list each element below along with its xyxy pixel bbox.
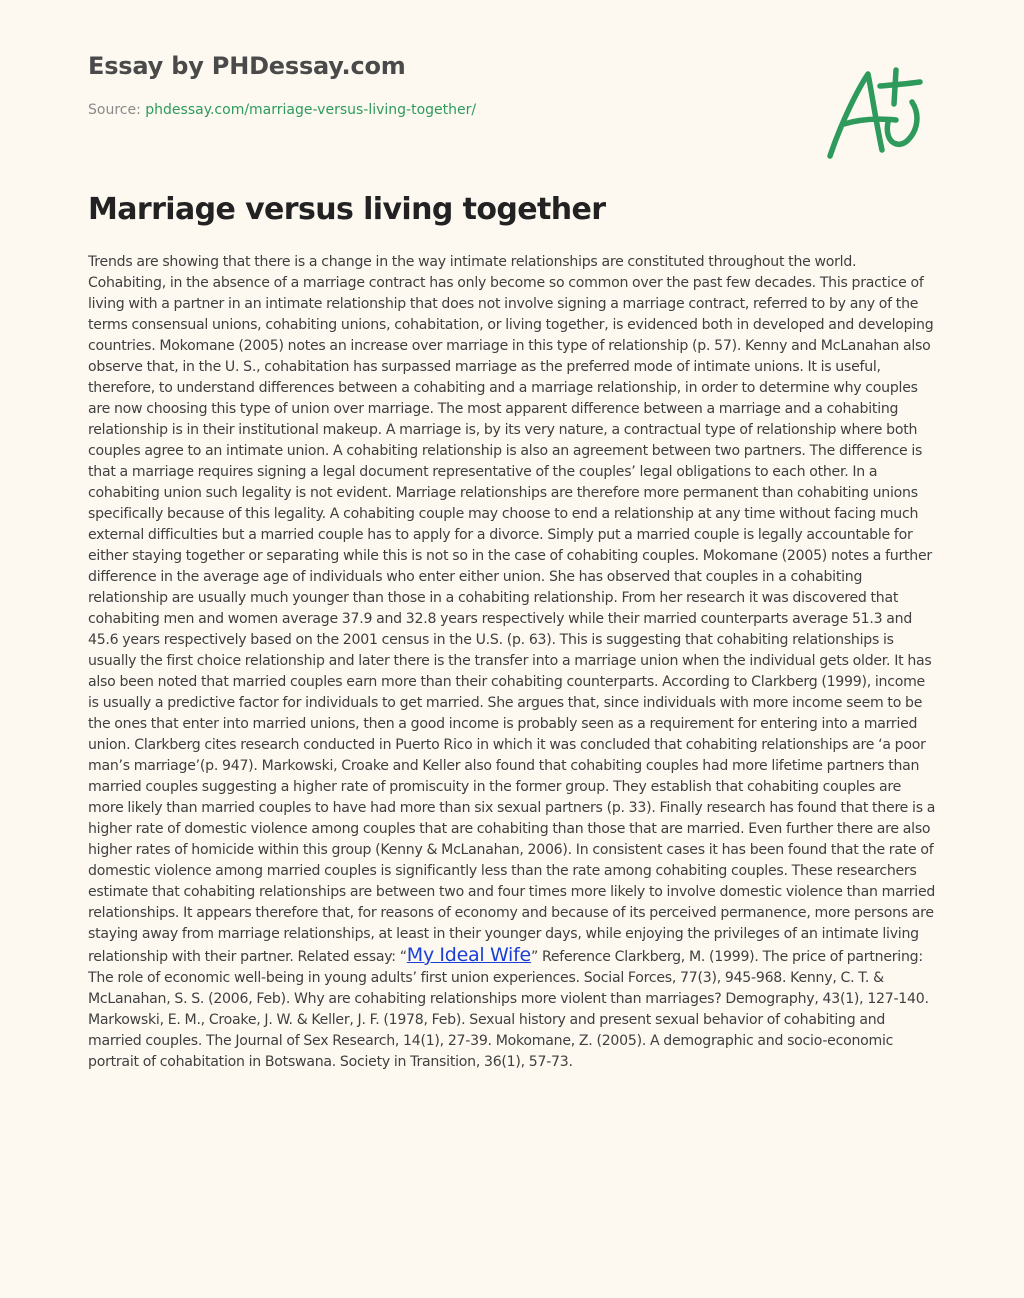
site-header bbox=[88, 50, 476, 120]
article-title: Marriage versus living together bbox=[88, 192, 606, 227]
body-text-main: Trends are showing that there is a change in the way intimate relationships are constituted throughout the world. Cohabiting, in the absence of a marriage contract has only become so common over the past few decades. This practice of living with a partner in an intimate relationship that does not involve signing a marriage contract, referred to by any of the terms consensual unions, cohabiting unions, cohabitation, or living together, is evidenced both in developed and developing countries. Mokomane (2005) notes an increase over marriage in this type of relationship (p. 57). Kenny and McLanahan also observe that, in the U. S., cohabitation has surpassed marriage as the preferred mode of intimate unions. It is useful, therefore, to understand differences between a cohabiting and a marriage relationship, in order to determine why couples are now choosing this type of union over marriage. The most apparent difference between a marriage and a cohabiting relationship is in their institutional makeup. A marriage is, by its very nature, a contractual type of relationship where both couples agree to an intimate union. A cohabiting relationship is also an agreement between two partners. The difference is that a marriage requires signing a legal document representative of the couples’ legal obligations to each other. In a cohabiting union such legality is not evident. Marriage relationships are therefore more permanent than cohabiting unions specifically because of this legality. A cohabiting couple may choose to end a relationship at any time without facing much external difficulties but a married couple has to apply for a divorce. Simply put a married couple is legally accountable for either staying together or separating while this is not so in the case of cohabiting couples. Mokomane (2005) notes a further difference in the average age of individuals who enter either union. She has observed that couples in a cohabiting relationship are usually much younger than those in a cohabiting relationship. From her research it was discovered that cohabiting men and women average 37.9 and 32.8 years respectively while their married counterparts average 51.3 and 45.6 years respectively based on the 2001 census in the U.S. (p. 63). This is suggesting that cohabiting relationships is usually the first choice relationship and later there is the transfer into a marriage union when the individual gets older. It has also been noted that married couples earn more than their cohabiting counterparts. According to Clarkberg (1999), income is usually a predictive factor for individuals to get married. She argues that, since individuals with more income seem to be the ones that enter into married unions, then a good income is probably seen as a requirement for entering into a married union. Clarkberg cites research conducted in Puerto Rico in which it was concluded that cohabiting relationships are ‘a poor man’s marriage’(p. 947). Markowski, Croake and Keller also found that cohabiting couples had more lifetime partners than married couples suggesting a higher rate of promiscuity in the former group. They establish that cohabiting couples are more likely than married couples to have had more than six sexual partners (p. 33). Finally research has found that there is a higher rate of domestic violence among couples that are cohabiting than those that are married. Even further there are also higher rates of homicide within this group (Kenny & McLanahan, 2006). In consistent cases it has been found that the rate of domestic violence among married couples is significantly less than the rate among cohabiting couples. These researchers estimate that cohabiting relationships are between two and four times more likely to involve domestic violence than married relationships. It appears therefore that, for reasons of economy and because of its perceived permanence, more persons are staying away from marriage relationships, at least in their younger days, while enjoying the privileges of an intimate living relationship with their partner. Related essay: “ bbox=[88, 254, 936, 965]
a-plus-icon bbox=[822, 64, 932, 164]
article-body bbox=[88, 252, 936, 1073]
source-link[interactable]: phdessay.com/marriage-versus-living-together/ bbox=[145, 102, 477, 118]
source-line bbox=[88, 100, 476, 120]
source-label: Source: bbox=[88, 102, 146, 118]
site-brand: Essay by PHDessay.com bbox=[88, 52, 406, 80]
related-essay-link[interactable]: My Ideal Wife bbox=[406, 944, 531, 966]
body-text-references: ” Reference Clarkberg, M. (1999). The price of partnering: The role of economic well-being in young adults’ first union experiences. Social Forces, 77(3), 945-968. Kenny, C. T. & McLanahan, S. S. (2006, Feb). Why are cohabiting relationships more violent than marriages? Demography, 43(1), 127-140. Markowski, E. M., Croake, J. W. & Keller, J. F. (1978, Feb). Sexual history and present sexual behavior of cohabiting and married couples. The Journal of Sex Research, 14(1), 27-39. Mokomane, Z. (2005). A demographic and socio-economic portrait of cohabitation in Botswana. Society in Transition, 36(1), 57-73. bbox=[88, 949, 929, 1070]
